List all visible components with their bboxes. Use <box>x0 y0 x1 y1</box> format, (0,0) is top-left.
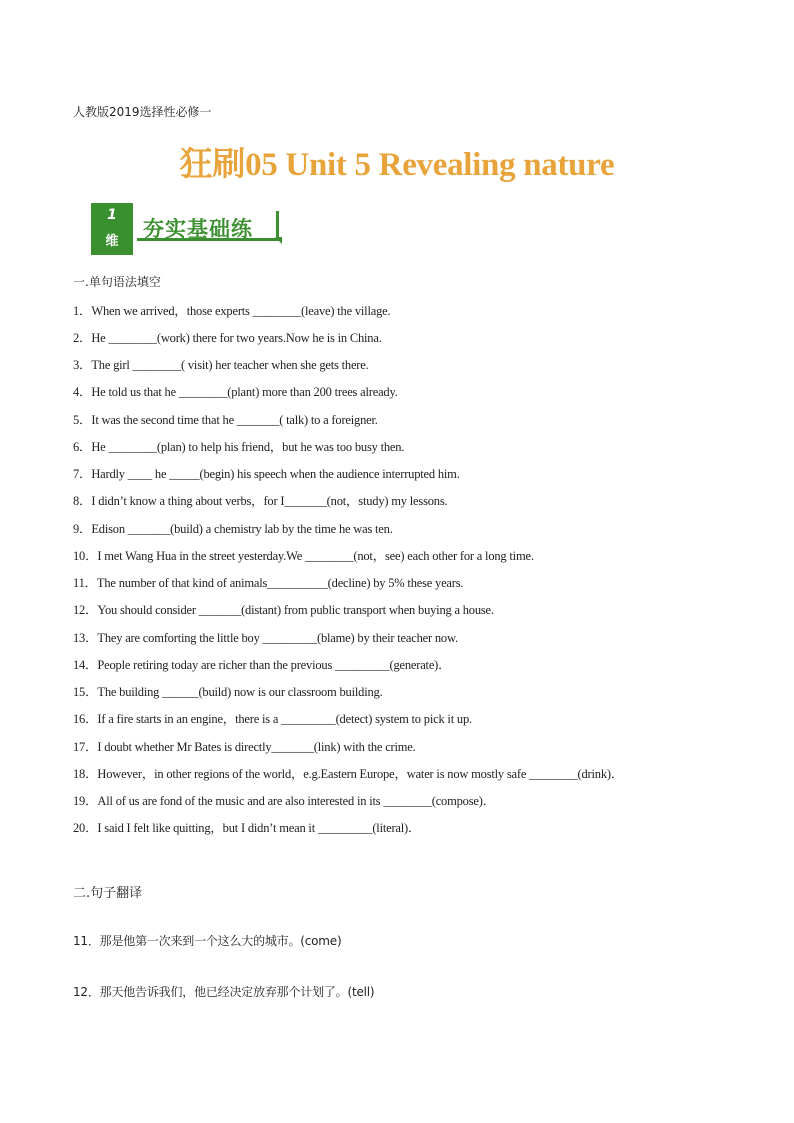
translation-item <box>73 932 341 949</box>
question-item: 16．If a fire starts in an engine，there is a _________(detect) system to pick it up. <box>73 712 472 726</box>
question-item: 4．He told us that he ________(plant) more than 200 trees already. <box>73 385 398 399</box>
question-item: 14．People retiring today are richer than the previous _________(generate)． <box>73 658 451 672</box>
question-item: 3．The girl ________( visit) her teacher when she gets there. <box>73 358 369 372</box>
section2-heading: 二.句子翻译 <box>73 886 143 901</box>
level-badge-number: 1 <box>107 207 117 223</box>
question-item: 18．However，in other regions of the world，e.g.Eastern Europe，water is now mostly safe ________(drink)． <box>73 767 624 781</box>
question-item: 15．The building ______(build) now is our classroom building. <box>73 685 383 699</box>
banner-corner-decoration <box>275 237 282 244</box>
question-item: 13．They are comforting the little boy _________(blame) by their teacher now. <box>73 631 458 645</box>
question-item: 1．When we arrived，those experts ________(leave) the village. <box>73 304 391 318</box>
page-title: 狂刷05 Unit 5 Revealing nature <box>179 147 615 183</box>
question-item: 2．He ________(work) there for two years.Now he is in China. <box>73 331 382 345</box>
question-item: 6．He ________(plan) to help his friend，but he was too busy then. <box>73 440 405 454</box>
translation-item <box>73 983 374 1000</box>
question-item: 11．The number of that kind of animals__________(decline) by 5% these years. <box>73 576 464 590</box>
question-item: 7．Hardly ____ he _____(begin) his speech when the audience interrupted him. <box>73 467 460 481</box>
level-badge <box>91 203 133 255</box>
section1-heading: 一.单句语法填空 <box>73 275 161 289</box>
question-item: 20．I said I felt like quitting，but I didn’t mean it _________(literal)． <box>73 821 421 835</box>
question-item: 9．Edison _______(build) a chemistry lab by the time he was ten. <box>73 522 393 536</box>
section-banner <box>91 203 287 255</box>
translation-item-text: 11．那是他第一次来到一个这么大的城市。(come) <box>73 934 342 948</box>
question-item: 19．All of us are fond of the music and are also interested in its ________(compose)． <box>73 794 495 808</box>
level-badge-unit: 维 <box>105 234 119 249</box>
question-item: 5．It was the second time that he _______( talk) to a foreigner. <box>73 413 378 427</box>
series-subtitle: 人教版2019选择性必修一 <box>73 105 212 119</box>
banner-label: 夯实基础练 <box>143 217 253 241</box>
translation-item-text: 12．那天他告诉我们，他已经决定放弃那个计划了。(tell) <box>73 985 375 999</box>
question-item: 17．I doubt whether Mr Bates is directly_______(link) with the crime. <box>73 740 416 754</box>
question-item: 8．I didn’t know a thing about verbs，for I_______(not，study) my lessons. <box>73 494 448 508</box>
question-item: 12．You should consider _______(distant) from public transport when buying a house. <box>73 603 494 617</box>
question-item: 10．I met Wang Hua in the street yesterday.We ________(not，see) each other for a long time. <box>73 549 534 563</box>
